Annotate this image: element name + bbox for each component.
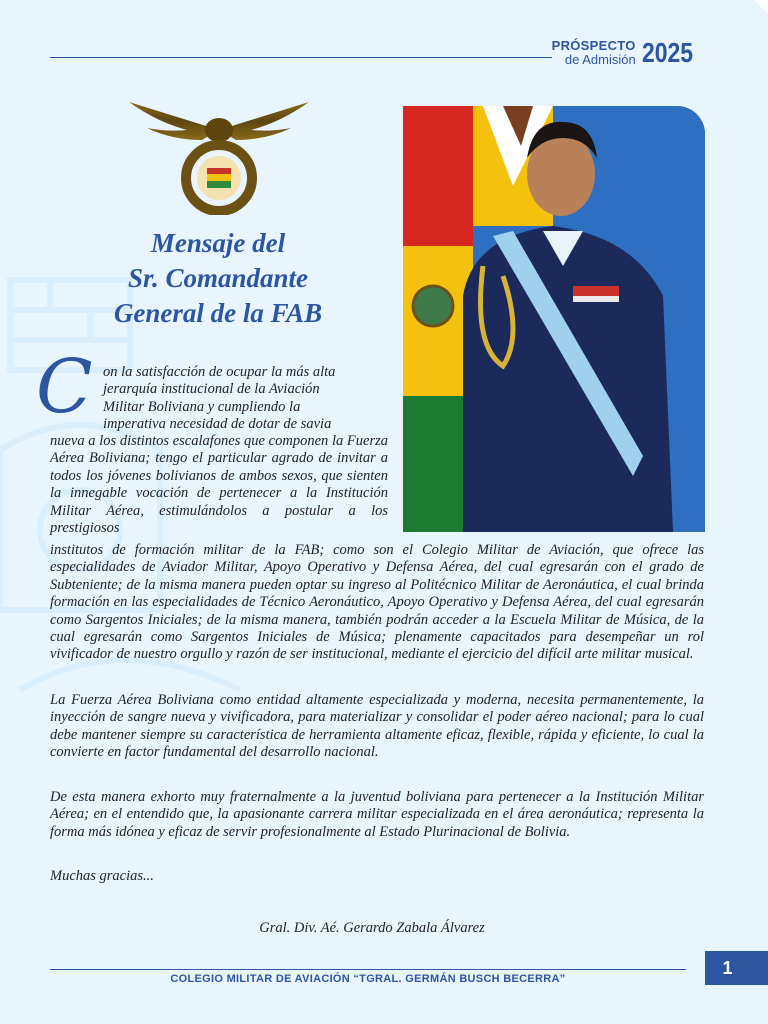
title-line-3: General de la FAB: [113, 298, 323, 328]
intro-line-4: imperativa necesidad de dotar de savia: [103, 416, 332, 433]
header-year: 2025: [641, 37, 693, 68]
signature: Gral. Div. Aé. Gerardo Zabala Álvarez: [259, 920, 485, 936]
intro-first-lines: [103, 364, 388, 434]
message-title: [50, 226, 386, 331]
footer-institution: COLEGIO MILITAR DE AVIACIÓN “TGRAL. GERMÁN BUSCH BECERRA”: [170, 973, 566, 985]
header-title: PRÓSPECTO: [551, 38, 636, 54]
intro-line-2: jerarquía institucional de la Aviación: [103, 381, 320, 398]
drop-cap: C: [36, 344, 93, 430]
closing-line: Muchas gracias...: [50, 868, 154, 884]
header-subtitle: de Admisión: [564, 52, 636, 67]
page-corner: [754, 0, 768, 14]
title-line-1: Mensaje del: [150, 228, 286, 258]
header-rule: [50, 57, 552, 58]
intro-paragraph-rest: nueva a los distintos escalafones que componen la Fuerza Aérea Boliviana; tengo el particular agrado de invitar a todos los jóvenes bolivianos de ambos sexos, que sienten la innegable vocación de pertenecer a la Institución Militar Aérea, estimulándolos a postular a los prestigiosos: [50, 433, 388, 537]
paragraph-3: De esta manera exhorto muy fraternalmente a la juventud boliviana para pertenecer a la Institución Militar Aérea; en el entendido que, la apasionante carrera militar especializada en el área aeronáutica; representa la forma más idónea y eficaz de servir profesionalmente al Estado Plurinacional de Bolivia.: [50, 789, 704, 840]
header-text: [552, 39, 636, 66]
intro-paragraph-continued: institutos de formación militar de la FAB; como son el Colegio Militar de Aviación, que ofrece las especialidades de Aviador Militar, Apoyo Operativo y Defensa Aérea, del cual egresarán con el grado de Subteniente; de la misma manera pueden optar su ingreso al Politécnico Militar de Aeronáutica, el cual brinda formación en las especialidades de Técnico Aeronáutico, Apoyo Operativo y Defensa Aérea, del cual egresarán como Sargentos Iniciales; de la misma manera, también podrán acceder a la Escuela Militar de Música, de la cual egresarán como Sargentos Iniciales de Música; plenamente capacitados para desempeñar un rol vivificador de nuestro orgullo y razón de ser institucional, mediante el ejercicio del difícil arte militar musical.: [50, 542, 704, 663]
intro-line-3: Militar Boliviana y cumpliendo la: [103, 398, 301, 415]
paragraph-2: La Fuerza Aérea Boliviana como entidad altamente especializada y moderna, necesita permanentemente, la inyección de sangre nueva y vivificadora, para materializar y consolidar el poder aéreo nacional; para lo cual debe mantener siempre su característica de herramienta altamente eficaz, flexible, rápida y eficiente, lo cual la convierte en factor fundamental del desarrollo nacional.: [50, 692, 704, 761]
page-number: 1: [705, 951, 768, 985]
fab-eagle-emblem-icon: [127, 100, 311, 215]
commander-portrait: [403, 106, 705, 532]
header-brand: [552, 37, 704, 69]
footer-rule: [50, 969, 686, 970]
intro-line-1: on la satisfacción de ocupar la más alta: [103, 364, 336, 380]
title-line-2: Sr. Comandante: [127, 263, 309, 293]
